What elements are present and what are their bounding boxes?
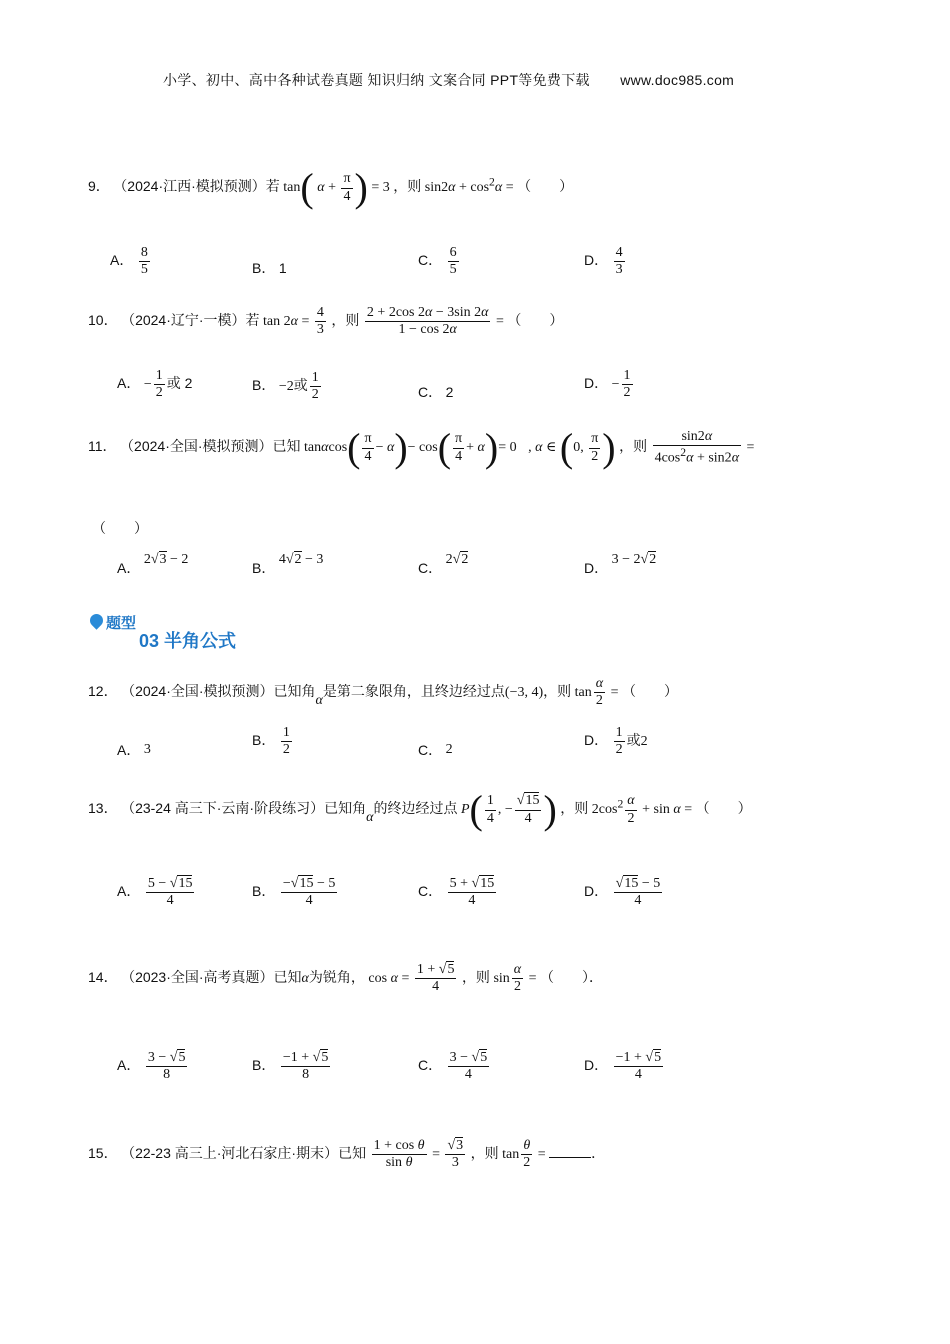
formula: α ∈ (0, $\frac{\pi}{2}$ ) <box>535 425 616 470</box>
question-source: （2024·全国·模拟预测）已知 <box>120 438 301 455</box>
formula: $2\cos^2$ $\frac{\alpha}{2}$ + sin α = <box>591 793 693 826</box>
option-b[interactable]: B． $\frac{1}{2}$ <box>252 725 290 758</box>
answer-blank[interactable] <box>549 1157 591 1158</box>
question-15 <box>88 1138 605 1171</box>
formula: tanαcos( $\frac{\pi}{4}$ − α)− cos( $\frac{\pi}{4}$ + α)= 0 <box>304 425 517 470</box>
option-a[interactable]: A． $\frac{5 - √15}{4}$ <box>117 876 193 909</box>
option-d[interactable]: D． $\frac{-1 + √5}{4}$ <box>584 1050 662 1083</box>
option-label: B． <box>252 882 276 899</box>
question-then: ，则 <box>461 968 490 985</box>
question-text: 的终边经过点 <box>373 800 458 817</box>
answer-paren: （ ） <box>695 800 752 817</box>
option-label: D． <box>584 882 609 899</box>
option-label: D． <box>584 374 609 391</box>
option-tail: 或 <box>626 731 641 748</box>
option-label: C． <box>418 560 443 576</box>
question-number: 13． <box>88 800 118 817</box>
question-source: （2023·全国·高考真题）已知 <box>121 968 302 985</box>
map-pin-icon <box>87 611 105 629</box>
question-source: （2024·全国·模拟预测）已知角 <box>121 682 316 699</box>
question-number: 12． <box>88 682 118 699</box>
formula: $\sin 2\alpha + \cos^2\alpha$ = <box>424 175 514 196</box>
question-9 <box>88 165 574 210</box>
option-c[interactable]: C． $\frac{5 + √15}{4}$ <box>418 876 495 909</box>
option-b[interactable] <box>252 258 287 278</box>
formula: $\frac{\text{1 + cos θ}}{\text{sin θ}}$ = $\frac{√3}{3}$ <box>373 1138 464 1171</box>
page-header <box>163 70 734 90</box>
answer-paren: （ ） <box>507 311 564 328</box>
option-label: D． <box>584 560 609 576</box>
formula: tan $\frac{\alpha}{2}$ = <box>574 676 619 709</box>
option-label: A． <box>117 560 141 576</box>
formula: P( $\frac{1}{4}$ , − $\frac{√15}{4}$ ) <box>460 787 557 832</box>
option-label: D． <box>584 731 609 748</box>
option-label: C． <box>418 742 443 758</box>
option-label: B． <box>252 731 276 748</box>
option-c[interactable]: C． $\frac{3 - √5}{4}$ <box>418 1050 488 1083</box>
question-14: 14． （2023·全国·高考真题）已知α为锐角， cos α = $\frac{1 + √5}{4}$ ，则 sin $\frac{\alpha}{2}$ = （ ）． <box>88 962 604 995</box>
question-source: （2024·江西·模拟预测）若 <box>113 178 280 195</box>
answer-paren: （ ） <box>517 178 574 195</box>
question-then: ，则 <box>560 800 589 817</box>
question-then: ，则 <box>331 311 360 328</box>
option-d[interactable]: D． $\frac{4}{3}$ <box>584 245 623 278</box>
question-source: （2024·辽宁·一模）若 <box>121 311 260 328</box>
option-b[interactable]: B． 4√2 − 3 <box>252 552 324 576</box>
option-value: 2 <box>445 384 454 400</box>
question-11: 11． （2024·全国·模拟预测）已知 tanαcos( $\frac{\pi}{4}$ − α)− cos( $\frac{\pi}{4}$ + α)= 0 , α ∈ (0, $\frac{\pi}{2}$ ) ，则 $\frac{\sin 2\alpha}{4\cos^2\alpha + \sin 2\alpha}$ = <box>88 425 755 470</box>
question-number: 11． <box>88 438 117 455</box>
option-label: A． <box>117 742 141 758</box>
option-b[interactable]: B． $\frac{-√15 - 5}{4}$ <box>252 876 336 909</box>
formula: (−3, 4) <box>504 684 544 700</box>
option-a[interactable]: A． $\frac{8}{5}$ <box>110 245 148 278</box>
question-end: ． <box>591 1144 606 1161</box>
option-mid: 或 <box>293 376 308 393</box>
option-label: A． <box>117 1056 141 1073</box>
question-number: 10． <box>88 311 118 328</box>
option-c[interactable]: C． 2√2 <box>418 552 469 576</box>
option-a[interactable]: A． $\frac{3 - √5}{8}$ <box>117 1050 186 1083</box>
answer-paren: （ ） <box>92 520 148 536</box>
option-label: A． <box>117 374 141 391</box>
option-c[interactable]: C． $\frac{6}{5}$ <box>418 245 457 278</box>
section-title: 03 半角公式 <box>139 631 237 651</box>
formula: $\frac{2 + 2\cos 2\alpha - 3\sin 2\alpha}{1 - \cos 2\alpha}$ = <box>366 305 504 338</box>
formula: cos α = $\frac{1 + √5}{4}$ <box>368 962 455 995</box>
question-source: （23-24 高三下·云南·阶段练习）已知角 <box>121 800 367 817</box>
option-label: A． <box>110 251 134 268</box>
option-label: C． <box>418 882 443 899</box>
question-number: 14． <box>88 968 118 985</box>
option-c[interactable]: C． 2 <box>418 742 453 758</box>
option-label: C． <box>418 384 443 400</box>
question-then: ，则 <box>619 438 648 455</box>
option-d[interactable]: D． − $\frac{1}{2}$ <box>584 368 631 401</box>
answer-paren: （ ） <box>622 682 679 699</box>
header-text: 小学、初中、高中各种试卷真题 知识归纳 文案合同 PPT等免费下载 <box>163 72 590 88</box>
formula: tan( α + $\frac{\pi}{4}$ ) = 3 <box>283 165 390 210</box>
option-label: B． <box>252 376 276 393</box>
question-then: ，则 <box>543 682 572 699</box>
option-a[interactable]: A． − $\frac{1}{2}$ 或 2 <box>117 368 193 401</box>
option-label: C． <box>418 251 443 268</box>
option-c[interactable] <box>418 382 453 402</box>
option-value: 1 <box>278 260 287 276</box>
option-label: B． <box>252 560 276 576</box>
formula: tan 2α = $\frac{4}{3}$ <box>263 305 324 338</box>
question-text: 为锐角， <box>308 968 365 985</box>
question-10 <box>88 305 563 338</box>
option-a[interactable]: A． 3 <box>117 742 151 758</box>
option-label: D． <box>584 251 609 268</box>
question-number: 15． <box>88 1144 118 1161</box>
option-d[interactable]: D． $\frac{1}{2}$ 或2 <box>584 725 648 758</box>
option-tail: 或 2 <box>166 374 193 391</box>
question-then: ，则 <box>393 178 422 195</box>
header-url[interactable]: www.doc985.com <box>620 72 735 88</box>
formula: sin $\frac{\alpha}{2}$ = <box>493 962 537 995</box>
option-d[interactable]: D． $\frac{√15 - 5}{4}$ <box>584 876 661 909</box>
option-label: C． <box>418 1056 443 1073</box>
question-number: 9． <box>88 178 110 195</box>
answer-paren: （ ）． <box>540 968 604 985</box>
question-then: ，则 <box>470 1144 499 1161</box>
option-label: B． <box>252 260 276 276</box>
option-b[interactable]: B． −2或 $\frac{1}{2}$ <box>252 370 319 403</box>
question-text: 是第二象限角，且终边经过点 <box>322 682 505 699</box>
formula: $\frac{\sin 2\alpha}{4\cos^2\alpha + \sin 2\alpha}$ = <box>654 429 755 466</box>
option-label: D． <box>584 1056 609 1073</box>
option-tail-2: 2 <box>640 733 648 749</box>
option-d[interactable]: D． 3 − 2√2 <box>584 552 657 576</box>
question-12: 12． （2024·全国·模拟预测）已知角α是第二象限角，且终边经过点(−3, 4)，则 tan $\frac{\alpha}{2}$ = （ ） <box>88 676 679 709</box>
question-13: 13． （23-24 高三下·云南·阶段练习）已知角α的终边经过点 P( $\frac{1}{4}$ , − $\frac{√15}{4}$ ) ，则 $2\cos^2$ $\frac{\alpha}{2}$ + sin α = （ ） <box>88 787 752 832</box>
option-b[interactable]: B． $\frac{-1 + √5}{8}$ <box>252 1050 329 1083</box>
section-tag: 题型 <box>106 615 137 632</box>
formula: tan $\frac{\theta}{2}$ = <box>502 1138 546 1171</box>
option-a[interactable]: A． 2√3 − 2 <box>117 552 189 576</box>
question-source: （22-23 高三上·河北石家庄·期末）已知 <box>121 1144 367 1161</box>
option-label: A． <box>117 882 141 899</box>
option-label: B． <box>252 1056 276 1073</box>
